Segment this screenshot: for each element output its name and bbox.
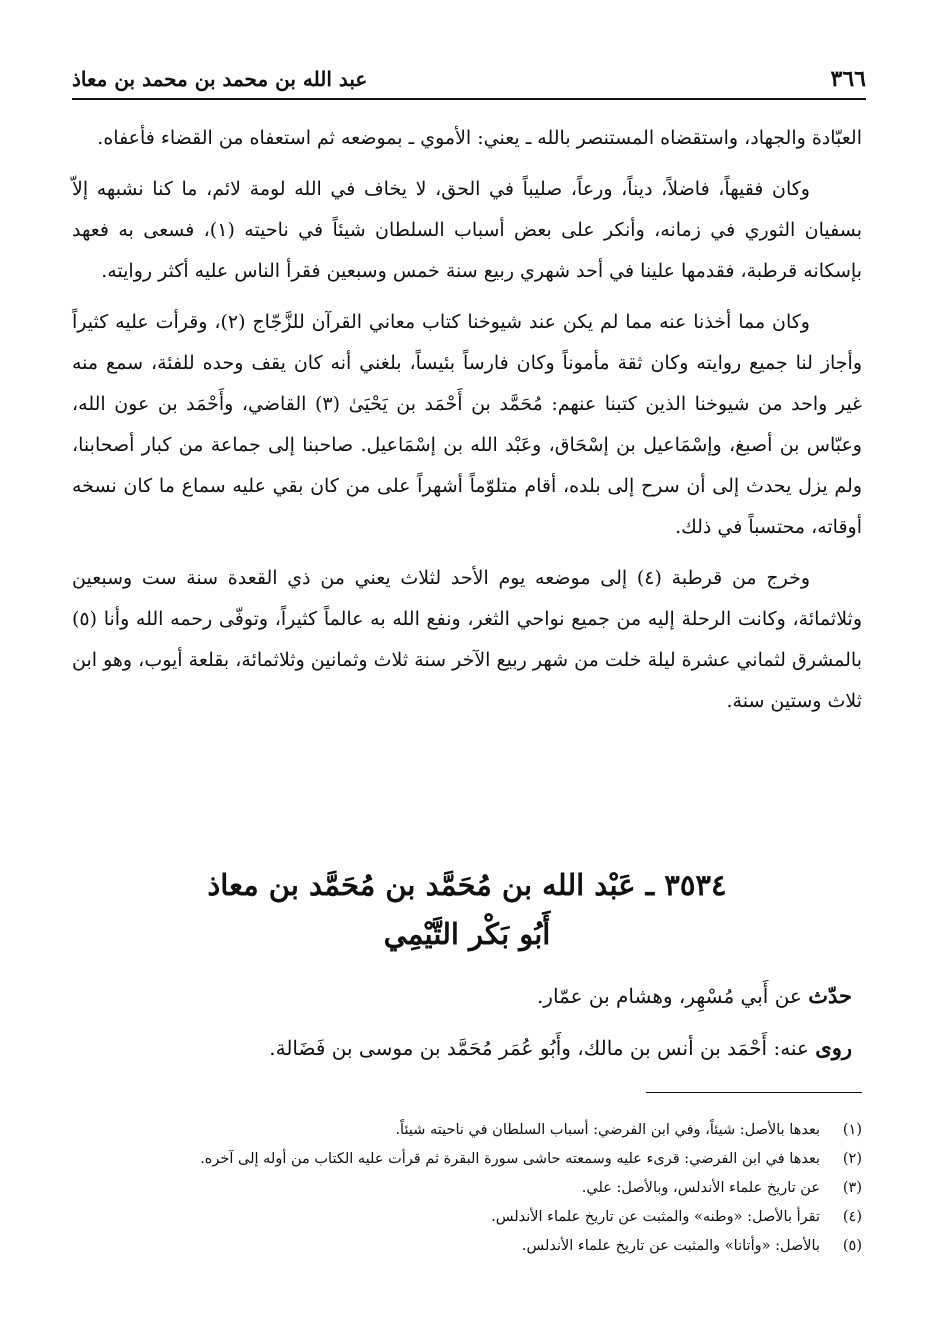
footnote	[72, 1116, 862, 1145]
paragraph: وخرج من قرطبة (٤) إلى موضعه يوم الأحد لثلاث يعني من ذي القعدة سنة ست وسبعين وثلاثمائة، وكانت الرحلة إليه من جميع نواحي الثغر، ونفع الله به عالماً كثيراً، وتوفّى رحمه الله وأنا (٥) بالمشرق لثماني عشرة ليلة خلت من شهر ربيع الآخر سنة ثلاث وثمانين وثلاثمائة، بقلعة أيوب، وهو ابن ثلاث وستين سنة.	[72, 567, 862, 712]
entry-subtitle: أَبُو بَكْر التَّيْمِي	[383, 917, 551, 951]
footnote-text: تقرأ بالأصل: «وطنه» والمثبت عن تاريخ علماء الأندلس.	[491, 1209, 820, 1225]
paragraph: وكان فقيهاً، فاضلاً، ديناً، ورعاً، صليباً في الحق، لا يخاف في الله لومة لائم، ما كنا نشبهه إلاّ بسفيان الثوري في زمانه، وأنكر على بعض أسباب السلطان شيئاً في ناحيته (١)، فسعى به فعهد بإسكانه قرطبة، فقدمها علينا في أحد شهري ربيع سنة خمس وسبعين فقرأ الناس عليه أكثر روايته.	[72, 178, 862, 282]
footnote-text: بالأصل: «وأتانا» والمثبت عن تاريخ علماء الأندلس.	[521, 1238, 820, 1254]
paragraph: وكان مما أخذنا عنه مما لم يكن عند شيوخنا كتاب معاني القرآن للزَّجّاج (٢)، وقرأت عليه كثيراً وأجاز لنا جميع روايته وكان ثقة مأموناً وكان فارساً بئيساً، بلغني أنه كان يقف وحده للفئة، سمع منه غير واحد من شيوخنا الذين كتبنا عنهم: مُحَمَّد بن أَحْمَد بن يَحْيَىٰ (٣) القاضي، وأَحْمَد بن عون الله، وعبّاس بن أصبغ، وإسْمَاعيل بن إسْحَاق، وعَبْد الله بن إسْمَاعيل. صاحبنا إلى جماعة من كبار أصحابنا، ولم يزل يحدث إلى أن سرح إلى بلده، أقام متلوّماً أشهراً على من كان بقي عليه سماع ما كان نسخه أوقاته، محتسباً في ذلك.	[72, 311, 862, 538]
page-header	[72, 60, 866, 100]
footnote-text: بعدها بالأصل: شيئاً، وفي ابن الفرضي: أسباب السلطان في ناحيته شيئاً.	[395, 1122, 820, 1138]
footnote-number: (٢)	[842, 1151, 862, 1167]
narrated-by-label: روى	[815, 1035, 852, 1060]
footnote-text: بعدها في ابن الفرضي: قرىء عليه وسمعته حاشى سورة البقرة ثم قرأت عليه الكتاب من أوله إلى آخره.	[200, 1151, 820, 1167]
running-title: عبد الله بن محمد بن محمد بن معاذ	[72, 67, 368, 91]
footnote	[72, 1145, 862, 1174]
footnote-text: عن تاريخ علماء الأندلس، وبالأصل: علي.	[581, 1180, 820, 1196]
footnote	[72, 1174, 862, 1203]
narrated-from-text: عن أَبي مُسْهِر، وهشام بن عمّار.	[536, 984, 809, 1008]
footnote-number: (٤)	[842, 1209, 862, 1225]
footnote	[72, 1232, 862, 1261]
footnote-separator	[646, 1092, 862, 1093]
entry-body	[72, 970, 862, 1074]
page-number: ٣٦٦	[830, 66, 866, 92]
entry-title: ٣٥٣٤ ـ عَبْد الله بن مُحَمَّد بن مُحَمَّد بن معاذ	[207, 868, 727, 902]
footnote-number: (٥)	[842, 1238, 862, 1254]
footnote-number: (١)	[842, 1122, 862, 1138]
narrated-from-label: حدّث	[808, 983, 852, 1008]
narrated-from-line	[72, 970, 852, 1022]
entry-heading	[72, 860, 862, 958]
footnote-number: (٣)	[842, 1180, 862, 1196]
main-text	[72, 118, 862, 732]
footnotes	[72, 1116, 862, 1261]
paragraph: العبّادة والجهاد، واستقضاه المستنصر بالله ـ يعني: الأموي ـ بموضعه ثم استعفاه من القضاء فأعفاه.	[97, 127, 862, 149]
narrated-by-text: عنه: أَحْمَد بن أنس بن مالك، وأَبُو عُمَر مُحَمَّد بن موسى بن فَضَالة.	[269, 1036, 816, 1060]
footnote	[72, 1203, 862, 1232]
narrated-by-line	[72, 1022, 852, 1074]
